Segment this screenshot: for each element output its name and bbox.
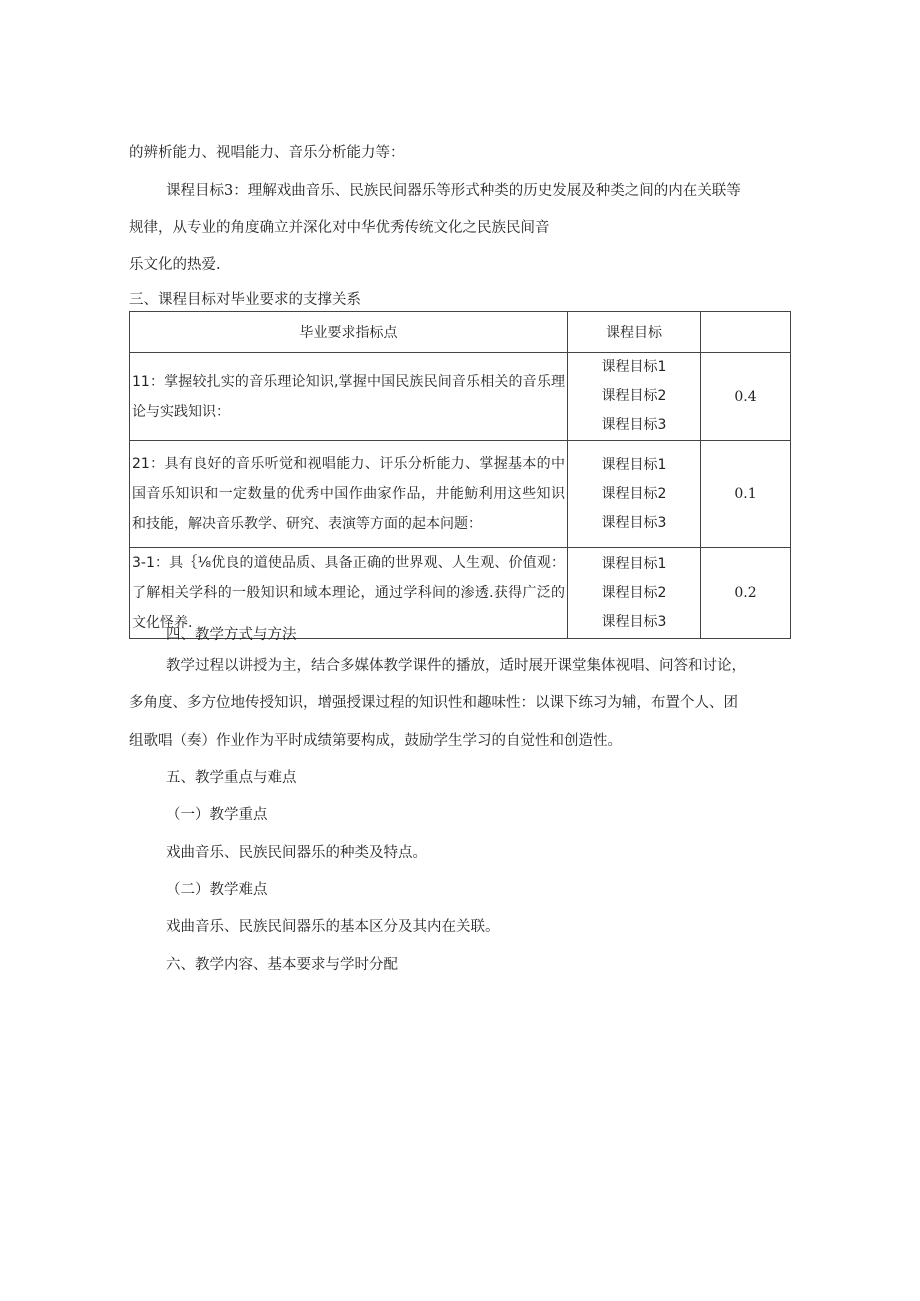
section6-title: 六、教学内容、基本要求与学时分配 [166,957,398,973]
requirement-cell: 21：具有良好的音乐听觉和视唱能力、讦乐分析能力、掌握基本的中国音乐知识和一定数量的优秀中国作曲家作品，井能魴利用这些知识和技能，解决音乐教学、研究、表演等方面的起本问题： [130,441,568,548]
table-row [130,441,791,548]
support-relation-table [129,311,791,639]
goal-item: 课程目标3 [601,417,667,433]
goal-item: 课程目标2 [601,485,667,502]
section4-line3: 组歌唱（奏）作业作为平时成绩第要构成，鼓励学生学习的自觉性和创造性。 [129,733,622,749]
section4-line1: 教学过程以讲授为主，结合多媒体教学课件的播放，适时展开课堂集体视唱、问答和讨论， [166,658,746,674]
paragraph-goal3-line1: 课程目标3：理解戏曲音乐、民族民间器乐等形式种类的历史发展及种类之间的内在关联等 [166,183,741,199]
goal-item: 课程目标2 [601,584,667,601]
section4-line2: 多角度、多方位地传授知识，增强授课过程的知识性和趣味性：以课下练习为辅，布置个人、团 [129,695,738,711]
goal-item: 课程目标1 [601,359,667,375]
section5-sub1-title: （一）教学重点 [166,807,268,823]
section5-title: 五、教学重点与难点 [166,770,297,786]
goals-cell [568,353,701,441]
section4-title: 四、教学方式与方法 [166,627,297,643]
weight-cell: 0.4 [701,353,791,441]
table-row [130,353,791,441]
header-goal: 课程目标 [568,312,701,353]
header-weight [701,312,791,353]
goal-item: 课程目标2 [601,388,667,404]
goals-cell [568,548,701,639]
section5-sub1-text: 戏曲音乐、民族民间器乐的种类及特点。 [166,845,427,861]
paragraph-goal2-tail: 的辨析能力、视唱能力、音乐分析能力等： [129,145,405,161]
goal-item: 课程目标3 [601,613,667,630]
section5-sub2-title: （二）教学难点 [166,882,268,898]
paragraph-goal3-line3: 乐文化的热爱. [129,257,221,273]
section3-title: 三、课程目标对毕业要求的支撑关系 [129,292,361,308]
header-requirement: 毕业要求指标点 [130,312,568,353]
weight-cell: 0.1 [701,441,791,548]
weight-cell: 0.2 [701,548,791,639]
goal-item: 课程目标1 [601,555,667,572]
requirement-cell: 3-1：具｛⅛优良的道使品质、具备正确的世界观、人生观、价值观：了解相关学科的一般知识和域本理论，通过学科间的渗透.获得广泛的文化怪养. [130,548,568,639]
paragraph-goal3-line2: 规律，从专业的角度确立并深化对中华优秀传统文化之民族民间音 [129,220,550,236]
goal-item: 课程目标3 [601,514,667,531]
table-header-row [130,312,791,353]
goals-cell [568,441,701,548]
goal-item: 课程目标1 [601,456,667,473]
requirement-cell: 11：掌握较扎实的音乐理论知识,掌握中国民族民间音乐相关的音乐理论与实践知识： [130,353,568,441]
section5-sub2-text: 戏曲音乐、民族民间器乐的基本区分及其内在关联。 [166,919,500,935]
